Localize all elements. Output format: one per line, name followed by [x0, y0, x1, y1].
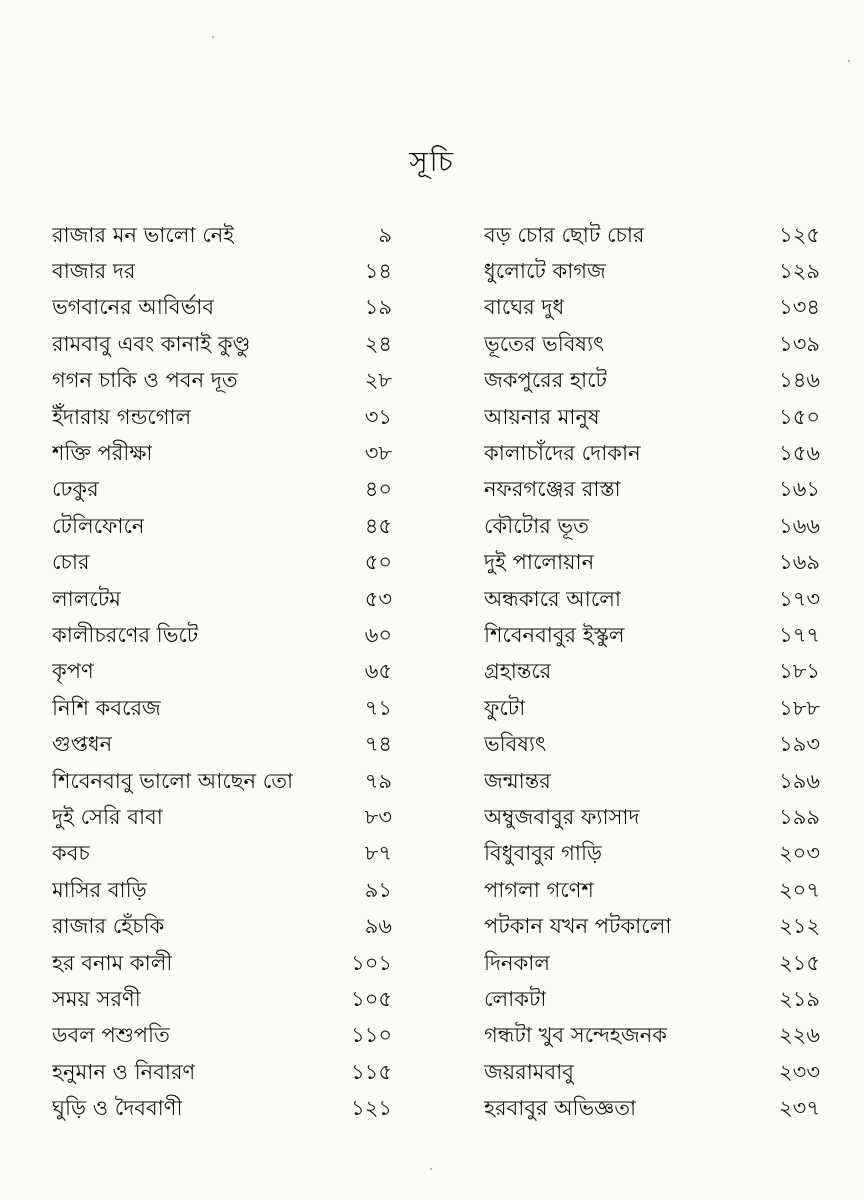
entry-page-number: ২৮ [364, 368, 392, 393]
entry-title: আয়নার মানুষ [484, 404, 600, 429]
entry-page-number: ১৮১ [779, 659, 820, 684]
entry-page-number: ১২১ [351, 1096, 392, 1121]
toc-entry [484, 254, 820, 290]
entry-title: লোকটা [484, 986, 547, 1011]
entry-title: দিনকাল [484, 950, 551, 975]
toc-entry [52, 837, 392, 873]
toc-right-column [484, 218, 820, 1128]
entry-page-number: ৫০ [364, 550, 392, 575]
toc-entry [52, 982, 392, 1018]
entry-title: দুই পালোয়ান [484, 550, 595, 575]
entry-title: গন্ধটা খুব সন্দেহজনক [484, 1023, 667, 1048]
entry-title: কৌটোর ভূত [484, 513, 589, 538]
entry-title: ভগবানের আবির্ভাব [52, 295, 215, 320]
entry-title: হর বনাম কালী [52, 950, 173, 975]
entry-page-number: ৯ [378, 222, 392, 247]
entry-title: শক্তি পরীক্ষা [52, 441, 153, 466]
entry-title: কালীচরণের ভিটে [52, 622, 199, 647]
entry-title: ভবিষ্যৎ [484, 732, 547, 757]
entry-title: জকপুরের হাটে [484, 368, 607, 393]
entry-page-number: ২৩৭ [779, 1096, 820, 1121]
toc-entry [52, 327, 392, 363]
entry-page-number: ১২৫ [779, 222, 820, 247]
toc-entry [484, 1055, 820, 1091]
entry-title: শিবেনবাবু ভালো আছেন তো [52, 768, 294, 793]
toc-entry [52, 1019, 392, 1055]
entry-title: কালাচাঁদের দোকান [484, 441, 641, 466]
entry-page-number: ৭৪ [364, 732, 392, 757]
toc-entry [52, 800, 392, 836]
page-title: সূচি [409, 145, 455, 178]
entry-page-number: ৩৮ [364, 441, 392, 466]
entry-title: বাজার দর [52, 259, 136, 284]
entry-title: অম্বুজবাবুর ফ্যাসাদ [484, 804, 640, 829]
paper-speck [212, 36, 214, 38]
entry-title: রাজার হেঁচকি [52, 914, 165, 939]
toc-entry [52, 764, 392, 800]
entry-title: টেলিফোনে [52, 513, 145, 538]
entry-page-number: ১১০ [351, 1023, 392, 1048]
entry-page-number: ১৩৪ [779, 295, 820, 320]
entry-title: লালটেম [52, 586, 121, 611]
toc-entry [484, 473, 820, 509]
entry-page-number: ১৫০ [779, 404, 820, 429]
entry-page-number: ৭১ [364, 695, 392, 720]
toc-entry [484, 364, 820, 400]
toc-entry [484, 327, 820, 363]
entry-title: সময় সরণী [52, 986, 141, 1011]
toc-entry [52, 364, 392, 400]
entry-page-number: ২৪ [364, 331, 392, 356]
entry-title: নফরগঞ্জের রাস্তা [484, 477, 621, 502]
entry-page-number: ১০৫ [351, 986, 392, 1011]
entry-title: অন্ধকারে আলো [484, 586, 621, 611]
entry-title: কবচ [52, 841, 90, 866]
entry-page-number: ১৪ [364, 259, 392, 284]
toc-entry [484, 1019, 820, 1055]
entry-page-number: ১১৫ [351, 1059, 392, 1084]
entry-title: মাসির বাড়ি [52, 877, 147, 902]
entry-title: হরবাবুর অভিজ্ঞতা [484, 1096, 637, 1121]
entry-title: কৃপণ [52, 659, 94, 684]
entry-title: হনুমান ও নিবারণ [52, 1059, 196, 1084]
paper-speck [430, 1168, 432, 1170]
toc-entry [52, 473, 392, 509]
toc-entry [484, 291, 820, 327]
toc-entry [52, 546, 392, 582]
toc-entry [484, 655, 820, 691]
toc-entry [52, 254, 392, 290]
entry-title: ঢেকুর [52, 477, 99, 502]
entry-page-number: ৭৯ [364, 768, 392, 793]
toc-entry [484, 691, 820, 727]
entry-page-number: ১৯৩ [779, 732, 820, 757]
toc-entry [484, 800, 820, 836]
entry-page-number: ৩১ [364, 404, 392, 429]
toc-entry [484, 909, 820, 945]
toc-entry [52, 400, 392, 436]
toc-entry [484, 436, 820, 472]
entry-page-number: ৪০ [364, 477, 392, 502]
entry-title: শিবেনবাবুর ইস্কুল [484, 622, 625, 647]
entry-page-number: ১৪৬ [779, 368, 820, 393]
toc-entry [52, 909, 392, 945]
toc-entry [484, 873, 820, 909]
entry-title: নিশি কবরেজ [52, 695, 161, 720]
entry-page-number: ২১৫ [779, 950, 820, 975]
toc-entry [52, 291, 392, 327]
entry-page-number: ২১৯ [779, 986, 820, 1011]
toc-entry [52, 436, 392, 472]
entry-page-number: ১৭৩ [779, 586, 820, 611]
entry-page-number: ২৩৩ [779, 1059, 820, 1084]
entry-title: ধুলোটে কাগজ [484, 259, 606, 284]
entry-title: পটকান যখন পটকালো [484, 914, 672, 939]
entry-page-number: ৬০ [364, 622, 392, 647]
entry-title: গুপ্তধন [52, 732, 113, 757]
toc-left-column [52, 218, 392, 1128]
entry-page-number: ৫৩ [364, 586, 392, 611]
toc-entry [484, 946, 820, 982]
entry-page-number: ১৩৯ [779, 331, 820, 356]
entry-page-number: ১৯৬ [779, 768, 820, 793]
toc-entry [52, 1055, 392, 1091]
toc-entry [52, 1091, 392, 1127]
toc-entry [484, 400, 820, 436]
entry-page-number: ৮৭ [364, 841, 392, 866]
entry-page-number: ১৭৭ [779, 622, 820, 647]
entry-title: গগন চাকি ও পবন দূত [52, 368, 238, 393]
entry-title: ঘুড়ি ও দৈববাণী [52, 1096, 183, 1121]
entry-title: বিধুবাবুর গাড়ি [484, 841, 603, 866]
entry-page-number: ২১২ [779, 914, 820, 939]
entry-page-number: ৯৬ [364, 914, 392, 939]
entry-title: দুই সেরি বাবা [52, 804, 163, 829]
entry-page-number: ১৯৯ [779, 804, 820, 829]
entry-title: বাঘের দুধ [484, 295, 565, 320]
toc-entry [52, 727, 392, 763]
entry-page-number: ২২৬ [779, 1023, 820, 1048]
toc-entry [484, 509, 820, 545]
entry-page-number: ১২৯ [779, 259, 820, 284]
toc-entry [52, 873, 392, 909]
toc-entry [52, 946, 392, 982]
toc-entry [484, 764, 820, 800]
entry-page-number: ১০১ [351, 950, 392, 975]
toc-entry [52, 582, 392, 618]
toc-entry [484, 982, 820, 1018]
entry-title: রাজার মন ভালো নেই [52, 222, 235, 247]
entry-page-number: ১৬৬ [779, 513, 820, 538]
entry-title: ইঁদারায় গন্ডগোল [52, 404, 192, 429]
toc-entry [484, 727, 820, 763]
entry-title: বড় চোর ছোট চোর [484, 222, 645, 247]
entry-page-number: ১৮৮ [779, 695, 820, 720]
toc-entry [52, 618, 392, 654]
entry-page-number: ১৬১ [779, 477, 820, 502]
entry-page-number: ৯১ [364, 877, 392, 902]
entry-title: ডবল পশুপতি [52, 1023, 170, 1048]
toc-entry [52, 655, 392, 691]
toc-entry [484, 837, 820, 873]
entry-title: জয়রামবাবু [484, 1059, 574, 1084]
toc-entry [484, 218, 820, 254]
toc-entry [484, 618, 820, 654]
entry-page-number: ২০৭ [779, 877, 820, 902]
toc-entry [484, 1091, 820, 1127]
toc-entry [484, 546, 820, 582]
entry-title: জন্মান্তর [484, 768, 551, 793]
toc-entry [52, 691, 392, 727]
toc-entry [52, 218, 392, 254]
entry-title: ফুটো [484, 695, 526, 720]
entry-title: পাগলা গণেশ [484, 877, 594, 902]
paper-speck [848, 60, 850, 62]
entry-page-number: ৪৫ [364, 513, 392, 538]
entry-title: গ্রহান্তরে [484, 659, 552, 684]
entry-page-number: ১৫৬ [779, 441, 820, 466]
entry-page-number: ১৯ [364, 295, 392, 320]
entry-page-number: ২০৩ [779, 841, 820, 866]
entry-page-number: ১৬৯ [779, 550, 820, 575]
entry-title: চোর [52, 550, 90, 575]
toc-entry [484, 582, 820, 618]
entry-page-number: ৬৫ [364, 659, 392, 684]
entry-page-number: ৮৩ [364, 804, 392, 829]
toc-entry [52, 509, 392, 545]
entry-title: রামবাবু এবং কানাই কুণ্ডু [52, 331, 251, 356]
entry-title: ভূতের ভবিষ্যৎ [484, 331, 605, 356]
